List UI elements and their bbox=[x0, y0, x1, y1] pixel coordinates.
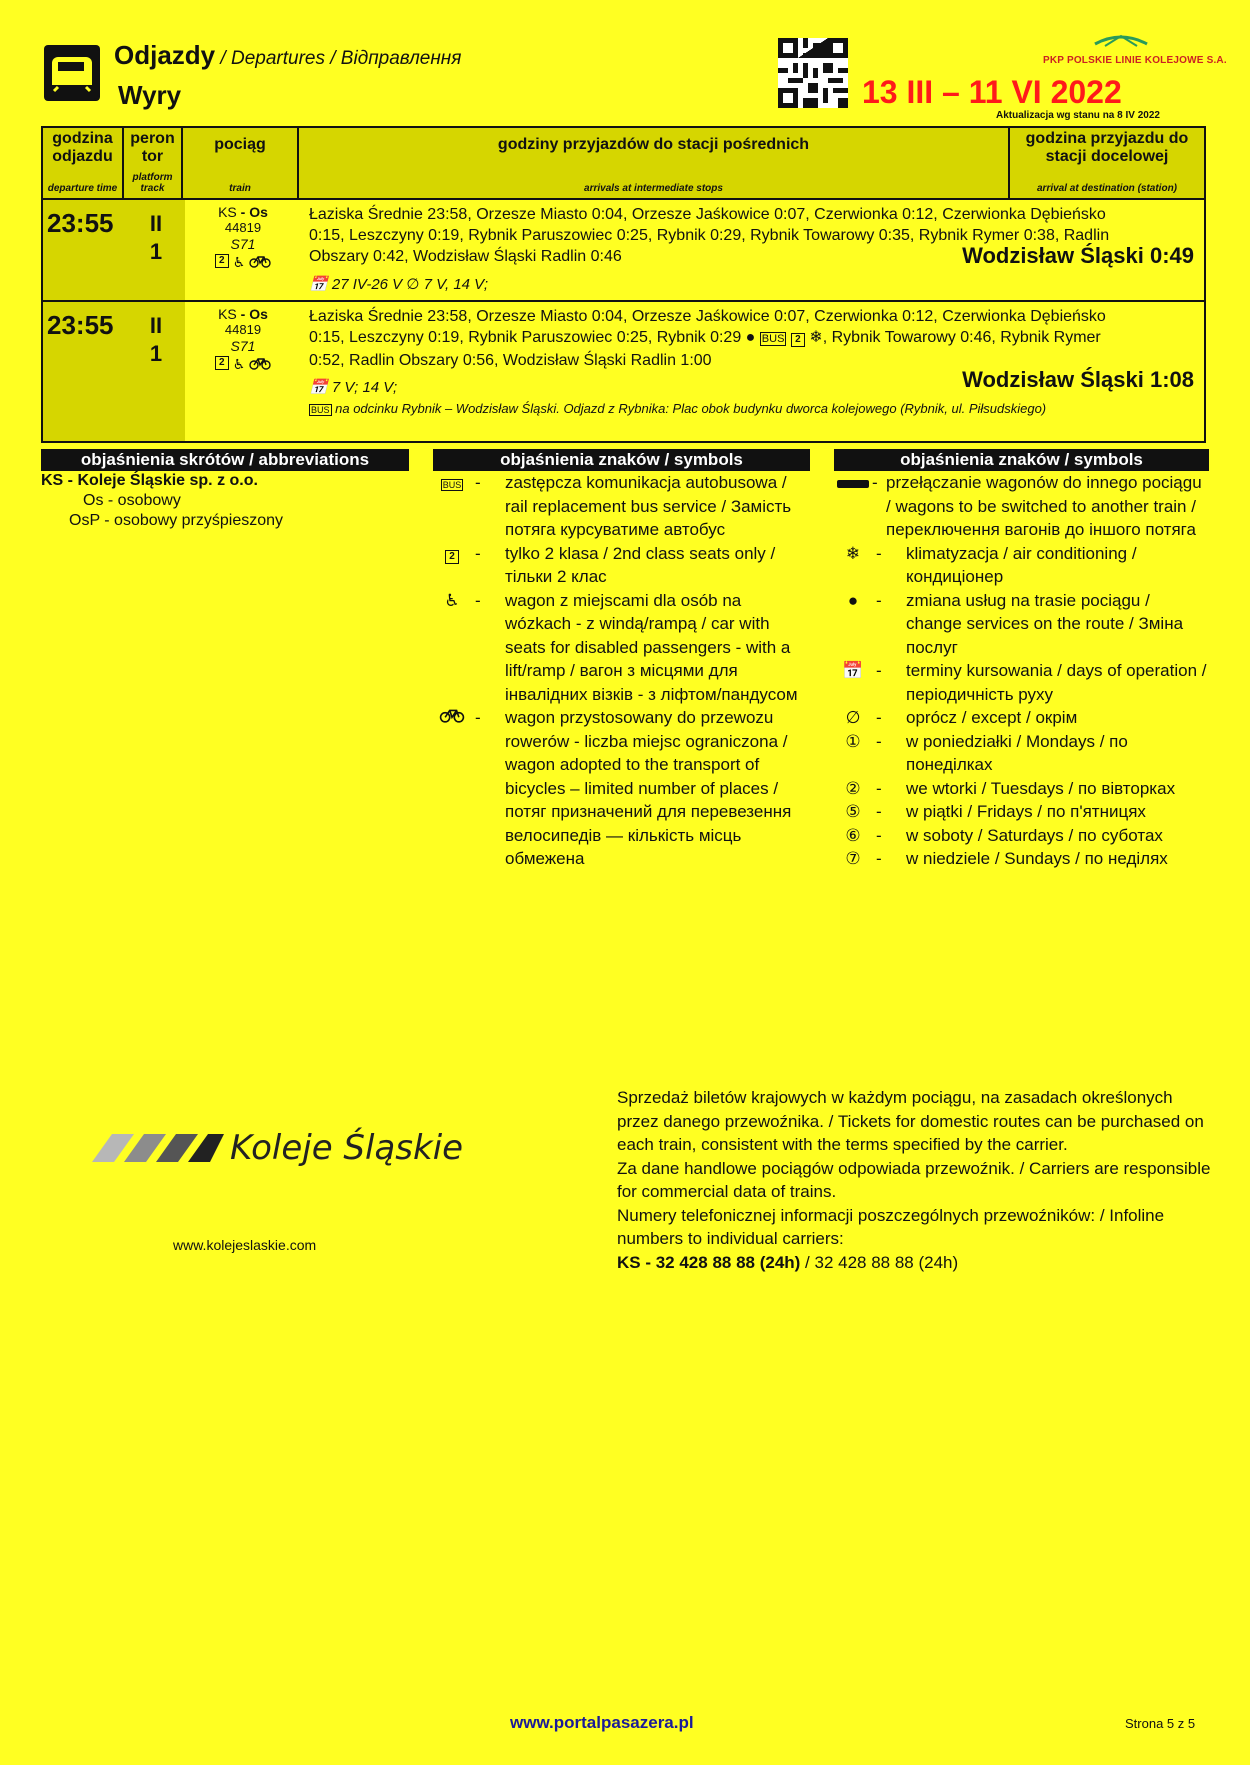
departure-cell bbox=[43, 200, 185, 300]
train-line: S71 bbox=[230, 236, 256, 252]
tuesday-icon: ② bbox=[845, 778, 861, 798]
carrier-logo-text: Koleje Śląskie bbox=[230, 1128, 464, 1168]
legend-item: ① - w poniedziałki / Mondays / по понеділках bbox=[834, 730, 1209, 777]
page-title: Odjazdy / Departures / Відправлення bbox=[114, 40, 462, 70]
bicycle-icon bbox=[433, 706, 471, 871]
legend-item: - wagon przystosowany do przewozu rowerów - liczba miejsc ograniczona / wagon adopted to the transport of bicycles – limited number of places / потяг призначений для перевезення велосипедів — кількість місць обмежена bbox=[433, 706, 810, 871]
info-phone: KS - 32 428 88 88 (24h) / 32 428 88 88 (24h) bbox=[617, 1252, 959, 1272]
legend-item: BUS - zastępcza komunikacja autobusowa / rail replacement bus service / Замість потяга курсуватиме автобус bbox=[433, 471, 810, 542]
train-number: 44819 bbox=[224, 220, 262, 235]
stops-list: Łaziska Średnie 23:58, Orzesze Miasto 0:04, Orzesze Jaśkowice 0:07, Czerwionka 0:12, Czerwionka Dębieńsko 0:15, Leszczyny 0:19, Rybnik Paruszowiec 0:25, Rybnik 0:29, Rybnik Towarowy 0:35, Rybnik Rymer 0:38, Radlin Obszary 0:42, Wodzisław Śląski Radlin 0:46 bbox=[309, 206, 1110, 265]
legend-symbols-title: objaśnienia znaków / symbols bbox=[834, 449, 1209, 471]
koleje-slaskie-logo-icon bbox=[72, 1128, 224, 1166]
page-number: Strona 5 z 5 bbox=[1125, 1716, 1196, 1731]
ticket-info bbox=[617, 1086, 1217, 1274]
platform-track: II 1 bbox=[149, 313, 163, 366]
info-carriers: Za dane handlowe pociągów odpowiada przewoźnik. / Carriers are responsible for commercial data of trains. bbox=[617, 1158, 1211, 1201]
train-cell: KS - Os 44819 S71 2 ♿ bbox=[185, 302, 301, 441]
train-category: Os bbox=[249, 204, 268, 220]
intermediate-stops bbox=[301, 200, 1204, 300]
calendar-icon: 📅 bbox=[309, 379, 328, 396]
info-tickets: Sprzedaż biletów krajowych w każdym pociągu, na zasadach określonych przez danego przewoźnika. / Tickets for domestic routes can be purchased on each train, consistent with the terms specified by the carrier. bbox=[617, 1088, 1204, 1154]
second-class-icon: 2 bbox=[433, 542, 471, 589]
legend-item: ⑦ - w niedziele / Sundays / по неділях bbox=[834, 847, 1209, 871]
validity-period: 13 III – 11 VI 2022 bbox=[862, 74, 1122, 110]
legend-symbols-title: objaśnienia znaków / symbols bbox=[433, 449, 810, 471]
replacement-note: BUS na odcinku Rybnik – Wodzisław Śląski. Odjazd z Rybnika: Plac obok budynku dworca kolejowego (Rybnik, ul. Piłsudskiego) bbox=[311, 401, 1047, 416]
timetable bbox=[41, 126, 1206, 443]
train-cell: KS - Os 44819 S71 2 ♿ bbox=[185, 200, 301, 300]
header-train: pociąg train bbox=[183, 128, 299, 198]
operating-days: 📅 7 V; 14 V; bbox=[309, 379, 398, 396]
train-number: 44819 bbox=[224, 322, 262, 337]
wheelchair-icon: ♿ bbox=[232, 254, 246, 270]
destination-arrival: Wodzisław Śląski 1:08 bbox=[962, 367, 1194, 392]
info-infoline: Numery telefonicznej informacji poszczególnych przewoźników: / Infoline numbers to individual carriers: bbox=[617, 1205, 1165, 1248]
second-class-icon: 2 bbox=[791, 333, 805, 347]
train-category: Os bbox=[249, 306, 268, 322]
bus-icon: BUS bbox=[761, 333, 785, 345]
legend-item: ⑤ - w piątki / Fridays / по п'ятницях bbox=[834, 800, 1209, 824]
wheelchair-icon: ♿ bbox=[232, 356, 246, 372]
page-title-translation: / Departures / Відправлення bbox=[215, 48, 462, 69]
pkp-logo bbox=[1045, 32, 1197, 52]
monday-icon: ① bbox=[845, 731, 861, 751]
bicycle-icon bbox=[249, 356, 271, 373]
legend-item: ∅ - oprócz / except / окрім bbox=[834, 706, 1209, 730]
legend-item: - przełączanie wagonów do innego pociągu / wagons to be switched to another train / переключення вагонів до іншого потяга bbox=[834, 471, 1209, 542]
header-platform: peron tor platform track bbox=[124, 128, 183, 198]
saturday-icon: ⑥ bbox=[845, 825, 861, 845]
legend-item: ♿ - wagon z miejscami dla osób na wózkach - z windą/rampą / car with seats for disabled passengers - with a lift/ramp / вагон з місцями для інвалідних візків - з ліфтом/пандусом bbox=[433, 589, 810, 707]
departure-cell bbox=[43, 302, 185, 441]
legend-item: ● - zmiana usług na trasie pociągu / change services on the route / Зміна послуг bbox=[834, 589, 1209, 660]
except-icon: ∅ bbox=[845, 708, 861, 727]
legend-symbols-left bbox=[433, 449, 810, 871]
legend-item: ⑥ - w soboty / Saturdays / по суботах bbox=[834, 824, 1209, 848]
operating-days: 📅 27 IV-26 V ∅ 7 V, 14 V; bbox=[309, 276, 489, 293]
carrier-abbr: KS - Koleje Śląskie sp. z o.o. bbox=[41, 472, 258, 489]
train-icon bbox=[44, 45, 100, 101]
second-class-icon: 2 bbox=[215, 254, 229, 268]
bicycle-icon bbox=[249, 254, 271, 271]
legend-item: ② - we wtorki / Tuesdays / по вівторках bbox=[834, 777, 1209, 801]
exclamation-icon: ● bbox=[847, 590, 859, 610]
legend-symbols-right bbox=[834, 449, 1209, 871]
departure-time: 23:55 bbox=[47, 310, 114, 340]
air-conditioning-icon: ❄ bbox=[845, 543, 861, 563]
stops-list: Łaziska Średnie 23:58, Orzesze Miasto 0:04, Orzesze Jaśkowice 0:07, Czerwionka 0:12, Czerwionka Dębieńsko 0:15, Leszczyny 0:19, Rybnik Paruszowiec 0:25, Rybnik 0:29 ● BUS 2 ❄, Rybnik Towarowy 0:46, Rybnik Rymer 0:52, Radlin Obszary 0:56, Wodzisław Śląski Radlin 1:00 bbox=[309, 308, 1106, 369]
sunday-icon: ⑦ bbox=[845, 849, 861, 868]
abbr-item: Os - osobowy bbox=[83, 492, 181, 509]
table-row[interactable] bbox=[43, 200, 1204, 302]
portal-link[interactable]: www.portalpasazera.pl bbox=[510, 1713, 694, 1732]
station-name: Wyry bbox=[118, 80, 182, 110]
destination-arrival: Wodzisław Śląski 0:49 bbox=[962, 243, 1194, 268]
timetable-header bbox=[43, 128, 1204, 200]
bus-icon: BUS bbox=[311, 405, 330, 415]
departure-time: 23:55 bbox=[47, 208, 114, 238]
legend-item: ❄ - klimatyzacja / air conditioning / кондиціонер bbox=[834, 542, 1209, 589]
calendar-icon: 📅 bbox=[842, 661, 864, 680]
legend-item: 2 - tylko 2 klasa / 2nd class seats only / тільки 2 клас bbox=[433, 542, 810, 589]
carrier-code: KS bbox=[218, 306, 237, 322]
platform-track: II 1 bbox=[149, 211, 163, 264]
wheelchair-icon: ♿ bbox=[444, 590, 460, 610]
abbr-item: OsP - osobowy przyśpieszony bbox=[69, 512, 284, 529]
friday-icon: ⑤ bbox=[845, 802, 861, 821]
pkp-name: PKP POLSKIE LINIE KOLEJOWE S.A. bbox=[1043, 55, 1227, 66]
carrier-website-link[interactable]: www.kolejeslaskie.com bbox=[173, 1237, 317, 1253]
carrier-code: KS bbox=[218, 204, 237, 220]
second-class-icon: 2 bbox=[215, 356, 229, 370]
legend-abbreviations bbox=[41, 449, 409, 531]
update-note: Aktualizacja wg stanu na 8 IV 2022 bbox=[996, 110, 1160, 121]
header-departure-time: godzina odjazdu departure time bbox=[43, 128, 124, 198]
intermediate-stops bbox=[301, 302, 1204, 441]
calendar-icon: 📅 bbox=[309, 276, 328, 293]
header-destination: godzina przyjazdu do stacji docelowej arrival at destination (station) bbox=[1025, 130, 1189, 194]
bus-icon: BUS bbox=[442, 480, 462, 490]
header-intermediate-stops: godziny przyjazdów do stacji pośrednich arrivals at intermediate stops bbox=[299, 128, 1010, 198]
train-line: S71 bbox=[230, 338, 256, 354]
legend-abbr-title: objaśnienia skrótów / abbreviations bbox=[41, 449, 409, 471]
exclamation-icon: ● bbox=[745, 329, 756, 346]
qr-code[interactable] bbox=[778, 38, 848, 108]
wagon-switch-icon bbox=[834, 471, 872, 542]
table-row[interactable] bbox=[43, 302, 1204, 441]
legend-item: 📅 - terminy kursowania / days of operation / періодичність руху bbox=[834, 659, 1209, 706]
air-conditioning-icon: ❄ bbox=[809, 329, 823, 346]
